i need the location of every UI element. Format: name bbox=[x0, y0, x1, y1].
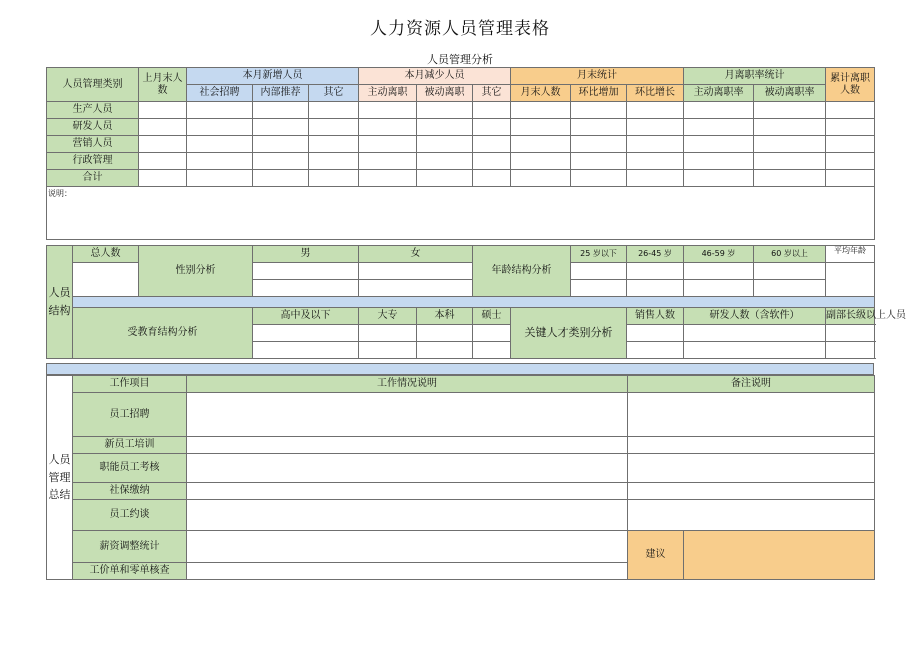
table-cell[interactable] bbox=[473, 136, 511, 153]
table-cell[interactable] bbox=[359, 325, 417, 342]
table-cell[interactable] bbox=[473, 342, 511, 359]
summary-item: 职能员工考核 bbox=[73, 454, 187, 483]
table-cell[interactable] bbox=[627, 342, 684, 359]
table-cell[interactable] bbox=[684, 170, 754, 187]
total-label: 总人数 bbox=[73, 246, 139, 263]
divider-band bbox=[47, 364, 874, 375]
table-cell[interactable] bbox=[627, 280, 684, 297]
desc-cell[interactable] bbox=[187, 483, 628, 500]
table-row bbox=[47, 119, 875, 136]
header-turnover-col: 主动离职率 bbox=[684, 85, 754, 102]
age-col: 46-59 岁 bbox=[684, 246, 754, 263]
table-cell[interactable] bbox=[253, 153, 309, 170]
suggestion-label: 建议 bbox=[628, 531, 684, 580]
key-talent-label: 关键人才类别分析 bbox=[511, 308, 627, 359]
table-cell[interactable] bbox=[684, 136, 754, 153]
table-cell[interactable] bbox=[627, 102, 684, 119]
header-new-col: 内部推荐 bbox=[253, 85, 309, 102]
table-cell[interactable] bbox=[571, 170, 627, 187]
divider-band bbox=[73, 297, 875, 308]
desc-cell[interactable] bbox=[187, 437, 628, 454]
avg-age-label: 平均年龄 bbox=[826, 246, 875, 263]
header-turnover-group: 月离职率统计 bbox=[684, 68, 826, 85]
summary-item: 社保缴纳 bbox=[73, 483, 187, 500]
table-cell[interactable] bbox=[187, 170, 253, 187]
table-cell[interactable] bbox=[417, 136, 473, 153]
table-cell[interactable] bbox=[187, 102, 253, 119]
table-cell[interactable] bbox=[473, 153, 511, 170]
table-cell[interactable] bbox=[253, 102, 309, 119]
table-cell[interactable] bbox=[417, 325, 473, 342]
total-value[interactable] bbox=[73, 263, 139, 297]
table-cell[interactable] bbox=[417, 119, 473, 136]
table-cell[interactable] bbox=[309, 102, 359, 119]
table-cell[interactable] bbox=[253, 119, 309, 136]
edu-col: 大专 bbox=[359, 308, 417, 325]
col-remark-header: 备注说明 bbox=[628, 376, 875, 393]
table-cell[interactable] bbox=[473, 119, 511, 136]
table-cell[interactable] bbox=[139, 153, 187, 170]
female-value[interactable] bbox=[359, 280, 473, 297]
table-cell[interactable] bbox=[139, 102, 187, 119]
remark-cell[interactable] bbox=[628, 393, 875, 437]
summary-side-label: 人员管理总结 bbox=[47, 376, 73, 580]
header-turnover-col: 被动离职率 bbox=[754, 85, 826, 102]
summary-item: 员工约谈 bbox=[73, 500, 187, 531]
table-cell[interactable] bbox=[187, 136, 253, 153]
table-cell[interactable] bbox=[571, 119, 627, 136]
remark-cell[interactable] bbox=[628, 500, 875, 531]
header-new-group: 本月新增人员 bbox=[187, 68, 359, 85]
section-title: 人员管理分析 bbox=[427, 53, 493, 66]
female-value[interactable] bbox=[359, 263, 473, 280]
table-cell[interactable] bbox=[627, 263, 684, 280]
table-cell[interactable] bbox=[684, 325, 826, 342]
table-cell[interactable] bbox=[417, 153, 473, 170]
key-col: 销售人数 bbox=[627, 308, 684, 325]
table-cell[interactable] bbox=[309, 170, 359, 187]
page-title: 人力资源人员管理表格 bbox=[370, 19, 550, 39]
remark-cell[interactable] bbox=[628, 483, 875, 500]
table-row bbox=[47, 153, 875, 170]
table-cell[interactable] bbox=[627, 153, 684, 170]
row-label: 营销人员 bbox=[47, 136, 139, 153]
key-col: 研发人数（含软件） bbox=[684, 308, 826, 325]
table-cell[interactable] bbox=[511, 136, 571, 153]
analysis-table bbox=[46, 67, 875, 240]
edu-col: 硕士 bbox=[473, 308, 511, 325]
header-reduce-col: 其它 bbox=[473, 85, 511, 102]
note-label: 说明： bbox=[48, 189, 72, 198]
table-cell[interactable] bbox=[826, 342, 875, 359]
summary-item: 员工招聘 bbox=[73, 393, 187, 437]
table-cell[interactable] bbox=[359, 102, 417, 119]
header-new-col: 社会招聘 bbox=[187, 85, 253, 102]
table-cell[interactable] bbox=[359, 170, 417, 187]
header-new-col: 其它 bbox=[309, 85, 359, 102]
table-cell[interactable] bbox=[754, 102, 826, 119]
summary-table bbox=[46, 375, 875, 580]
summary-item: 新员工培训 bbox=[73, 437, 187, 454]
table-cell[interactable] bbox=[139, 136, 187, 153]
table-cell[interactable] bbox=[253, 325, 359, 342]
header-month-end-col: 月末人数 bbox=[511, 85, 571, 102]
edu-col: 本科 bbox=[417, 308, 473, 325]
structure-table bbox=[46, 245, 906, 359]
row-label: 行政管理 bbox=[47, 153, 139, 170]
key-col: 副部长级以上人员 bbox=[826, 308, 875, 325]
male-label: 男 bbox=[253, 246, 359, 263]
table-cell[interactable] bbox=[309, 119, 359, 136]
female-label: 女 bbox=[359, 246, 473, 263]
table-cell[interactable] bbox=[826, 102, 875, 119]
table-cell[interactable] bbox=[627, 170, 684, 187]
col-item-header: 工作项目 bbox=[73, 376, 187, 393]
table-cell[interactable] bbox=[187, 119, 253, 136]
table-cell[interactable] bbox=[571, 280, 627, 297]
table-cell[interactable] bbox=[359, 153, 417, 170]
table-cell[interactable] bbox=[417, 102, 473, 119]
avg-age-value[interactable] bbox=[826, 263, 875, 297]
table-row bbox=[47, 102, 875, 119]
table-cell[interactable] bbox=[754, 119, 826, 136]
header-month-end-group: 月末统计 bbox=[511, 68, 684, 85]
header-month-end-col: 环比增加 bbox=[571, 85, 627, 102]
table-cell[interactable] bbox=[754, 263, 826, 280]
table-cell[interactable] bbox=[139, 119, 187, 136]
header-reduce-col: 被动离职 bbox=[417, 85, 473, 102]
table-cell[interactable] bbox=[511, 170, 571, 187]
row-label: 研发人员 bbox=[47, 119, 139, 136]
desc-cell[interactable] bbox=[187, 500, 628, 531]
table-cell[interactable] bbox=[754, 153, 826, 170]
desc-cell[interactable] bbox=[187, 531, 628, 563]
table-cell[interactable] bbox=[359, 136, 417, 153]
table-cell[interactable] bbox=[627, 136, 684, 153]
structure-side-label: 人员结构 bbox=[47, 246, 73, 359]
table-cell[interactable] bbox=[571, 102, 627, 119]
edu-col: 高中及以下 bbox=[253, 308, 359, 325]
note-field[interactable] bbox=[47, 187, 875, 240]
summary-item: 薪资调整统计 bbox=[73, 531, 187, 563]
age-label: 年龄结构分析 bbox=[473, 246, 571, 297]
table-cell[interactable] bbox=[571, 153, 627, 170]
table-cell[interactable] bbox=[359, 119, 417, 136]
suggestion-field[interactable] bbox=[684, 531, 875, 580]
table-cell[interactable] bbox=[826, 153, 875, 170]
age-col: 60 岁以上 bbox=[754, 246, 826, 263]
row-label: 合计 bbox=[47, 170, 139, 187]
table-cell[interactable] bbox=[826, 325, 875, 342]
table-cell[interactable] bbox=[253, 170, 309, 187]
header-month-end-col: 环比增长 bbox=[627, 85, 684, 102]
table-cell[interactable] bbox=[473, 325, 511, 342]
table-cell[interactable] bbox=[511, 153, 571, 170]
gender-label: 性别分析 bbox=[139, 246, 253, 297]
band-table bbox=[46, 363, 874, 375]
table-cell[interactable] bbox=[253, 342, 359, 359]
table-cell[interactable] bbox=[684, 119, 754, 136]
header-last-month-end: 上月末人数 bbox=[139, 68, 187, 102]
header-category: 人员管理类别 bbox=[47, 68, 139, 102]
table-cell[interactable] bbox=[309, 136, 359, 153]
table-cell[interactable] bbox=[627, 325, 684, 342]
table-cell[interactable] bbox=[571, 263, 627, 280]
table-cell[interactable] bbox=[139, 170, 187, 187]
table-row bbox=[47, 136, 875, 153]
table-cell[interactable] bbox=[571, 136, 627, 153]
header-reduce-col: 主动离职 bbox=[359, 85, 417, 102]
header-reduce-group: 本月减少人员 bbox=[359, 68, 511, 85]
row-label: 生产人员 bbox=[47, 102, 139, 119]
table-cell[interactable] bbox=[627, 119, 684, 136]
table-cell[interactable] bbox=[511, 119, 571, 136]
table-cell[interactable] bbox=[754, 136, 826, 153]
col-desc-header: 工作情况说明 bbox=[187, 376, 628, 393]
table-cell[interactable] bbox=[684, 102, 754, 119]
table-cell[interactable] bbox=[473, 170, 511, 187]
desc-cell[interactable] bbox=[187, 393, 628, 437]
male-value[interactable] bbox=[253, 263, 359, 280]
table-cell[interactable] bbox=[684, 342, 826, 359]
remark-cell[interactable] bbox=[628, 437, 875, 454]
education-label: 受教育结构分析 bbox=[73, 308, 253, 359]
table-cell[interactable] bbox=[187, 153, 253, 170]
table-cell[interactable] bbox=[684, 153, 754, 170]
table-cell[interactable] bbox=[473, 102, 511, 119]
table-cell[interactable] bbox=[417, 170, 473, 187]
table-cell[interactable] bbox=[511, 102, 571, 119]
table-cell[interactable] bbox=[359, 342, 417, 359]
age-col: 25 岁以下 bbox=[571, 246, 627, 263]
desc-cell[interactable] bbox=[187, 454, 628, 483]
table-cell[interactable] bbox=[684, 280, 754, 297]
desc-cell[interactable] bbox=[187, 563, 628, 580]
table-cell[interactable] bbox=[754, 170, 826, 187]
header-cumulative: 累计离职人数 bbox=[826, 68, 875, 102]
male-value[interactable] bbox=[253, 280, 359, 297]
table-cell[interactable] bbox=[309, 153, 359, 170]
table-row bbox=[47, 170, 875, 187]
table-cell[interactable] bbox=[754, 280, 826, 297]
summary-item: 工价单和零单核查 bbox=[73, 563, 187, 580]
table-cell[interactable] bbox=[684, 263, 754, 280]
table-cell[interactable] bbox=[417, 342, 473, 359]
table-cell[interactable] bbox=[826, 136, 875, 153]
remark-cell[interactable] bbox=[628, 454, 875, 483]
table-cell[interactable] bbox=[253, 136, 309, 153]
table-cell[interactable] bbox=[826, 170, 875, 187]
table-cell[interactable] bbox=[826, 119, 875, 136]
age-col: 26-45 岁 bbox=[627, 246, 684, 263]
